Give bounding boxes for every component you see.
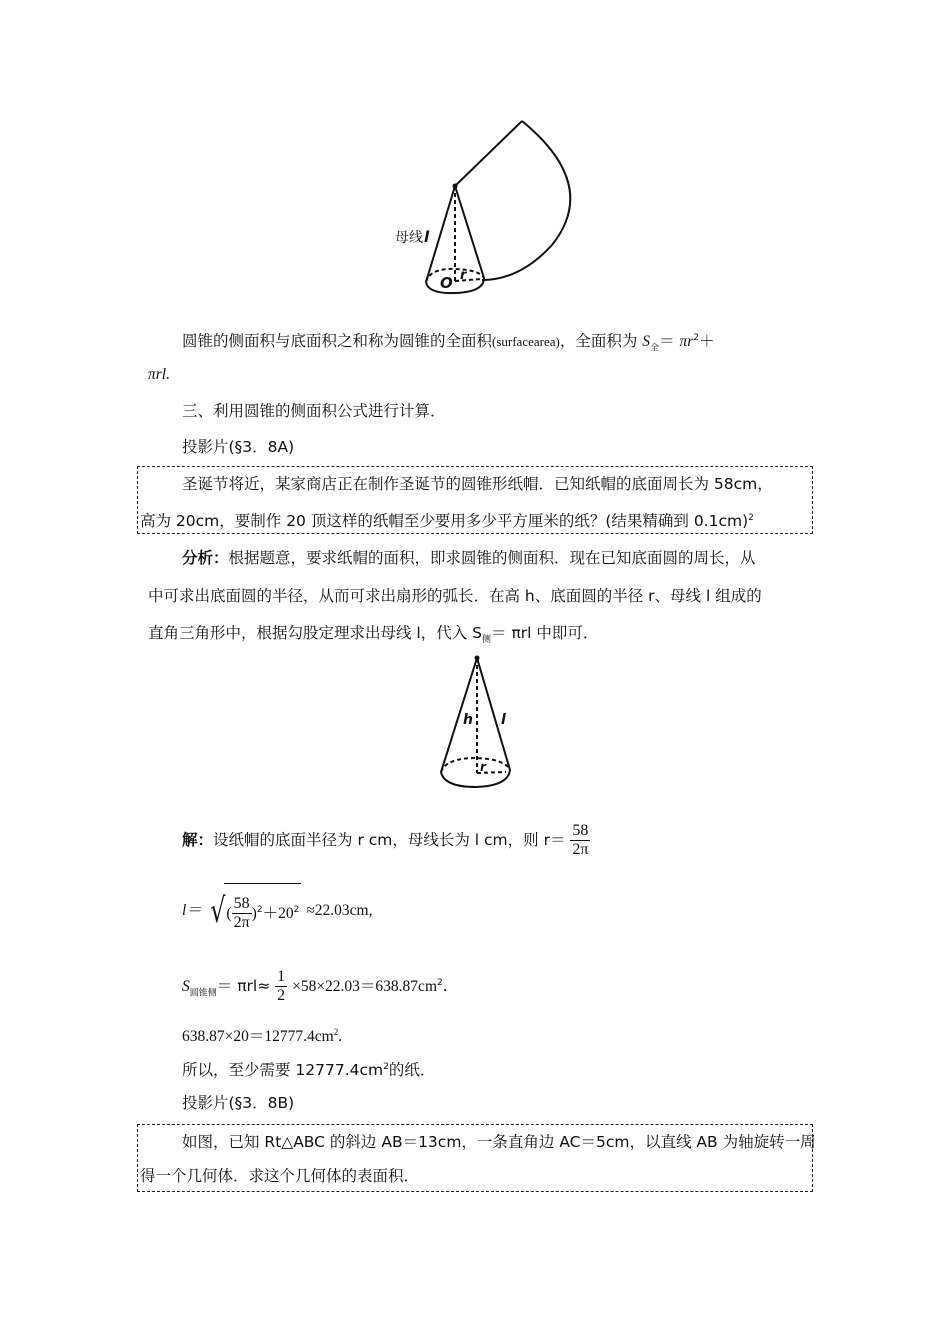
- equation-s: $S_{圆锥侧}= \pi rl\approx$ $\frac{1}{2}$ $\times 58\times 22.03=638.87cm^2$.: [182, 968, 448, 1005]
- total-area-paragraph-line2: πrl.: [148, 366, 170, 383]
- slide-a-label: 投影片(§3．8A): [182, 438, 295, 456]
- figure2-label-h: h: [463, 712, 473, 728]
- conclusion: 所以，至少需要 $12777.4cm^2$的纸．: [182, 1061, 436, 1080]
- figure1-label-l: l: [424, 228, 430, 246]
- problem-b-line1: 如图，已知 Rt△ABC 的斜边 AB＝13cm，一条直角边 AC＝5cm，以直线 AB 为轴旋转一周: [182, 1133, 816, 1151]
- figure2-label-r: r: [480, 760, 486, 774]
- figure2-label-l: l: [501, 712, 506, 728]
- analysis-line1: 分析：根据题意，要求纸帽的面积，即求圆锥的侧面积．现在已知底面圆的周长，从: [182, 549, 756, 567]
- analysis-line3: 直角三角形中，根据勾股定理求出母线 l，代入 $S_侧= \pi rl$ 中即可．: [148, 624, 599, 646]
- slide-b-label: 投影片(§3．8B): [182, 1094, 295, 1112]
- solution-line: 解：设纸帽的底面半径为 r cm，母线长为 l cm，则 r＝ $\frac{58}{2\pi}$: [182, 822, 589, 858]
- equation-l: l＝ √( $\frac{58}{2\pi}$ )$^2+20^2 \approx 22.03cm$,: [182, 883, 372, 938]
- figure1-label-o: O: [440, 274, 453, 292]
- problem-b-line2: 得一个几何体．求这个几何体的表面积．: [140, 1167, 420, 1185]
- total-area-paragraph: 圆锥的侧面积与底面积之和称为圆锥的全面积(surfacearea)，全面积为 $S_全= \pi r^2+$: [182, 332, 715, 354]
- analysis-line2: 中可求出底面圆的半径，从而可求出扇形的弧长．在高 h、底面圆的半径 r、母线 l 组成的: [148, 587, 762, 605]
- figure1-label-generatrix: 母线: [395, 230, 423, 246]
- figure1-label-r: r: [460, 268, 467, 283]
- problem-a-line2: 高为 20cm，要制作 20 顶这样的纸帽至少要用多少平方厘米的纸？(结果精确到 0.1cm)$^2$: [140, 512, 754, 531]
- section3-heading: 三、利用圆锥的侧面积公式进行计算．: [182, 402, 446, 420]
- equation-total: $638.87\times 20=12777.4cm^2$.: [182, 1027, 343, 1046]
- problem-a-line1: 圣诞节将近，某家商店正在制作圣诞节的圆锥形纸帽．已知纸帽的底面周长为 58cm，: [182, 475, 773, 493]
